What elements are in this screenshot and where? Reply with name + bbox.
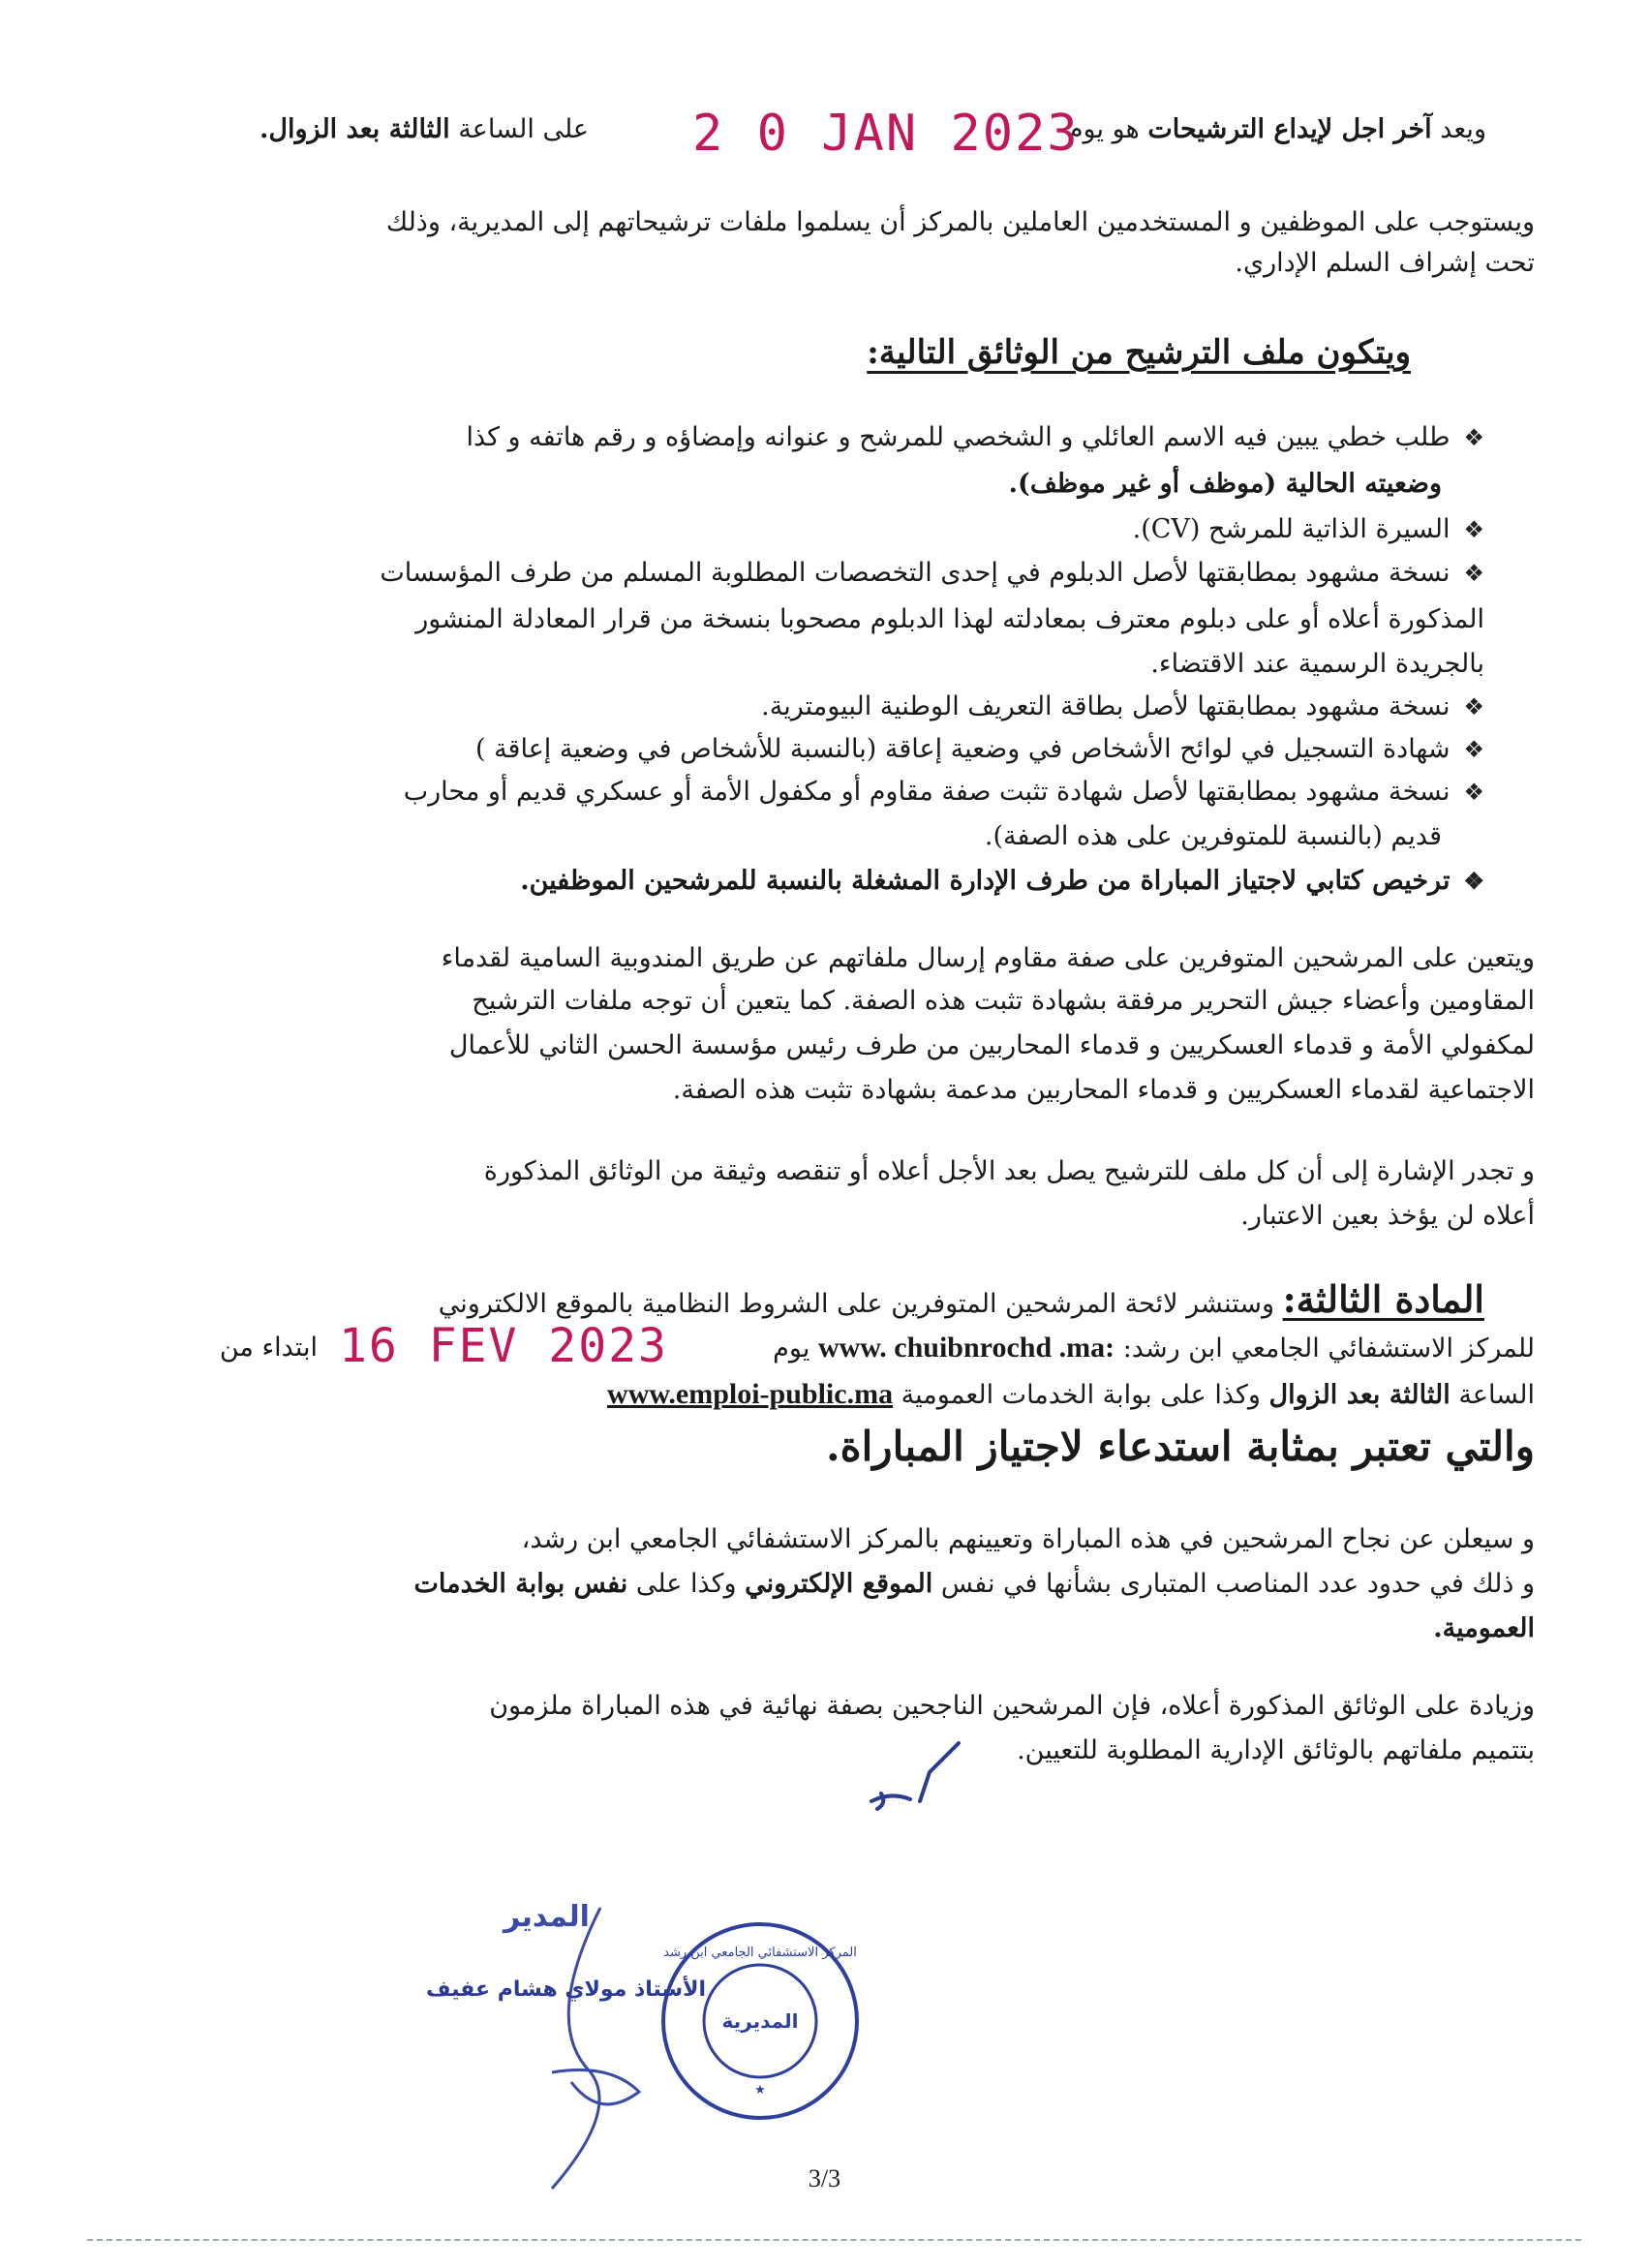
signatory-name: الأستاذ مولاي هشام عفيف: [426, 1977, 707, 2002]
doc-item-7: ❖ترخيص كتابي لاجتياز المباراة من طرف الإدارة المشغلة بالنسبة للمرشحين الموظفين.: [520, 866, 1484, 896]
doc-item-3-cont2: بالجريدة الرسمية عند الاقتضاء.: [1150, 649, 1484, 679]
bullet-icon: ❖: [1463, 560, 1484, 587]
doc-item-3: ❖نسخة مشهود بمطابقتها لأصل الدبلوم في إحدى التخصصات المطلوبة المسلم من طرف المؤسسات: [380, 558, 1484, 588]
stamp-center-text: المديرية: [721, 2009, 799, 2033]
bullet-icon: ❖: [1463, 736, 1484, 763]
initials-mark: [852, 1733, 988, 1830]
para2-line1: ويتعين على المرشحين المتوفرين على صفة مقاوم إرسال ملفاتهم عن طريق المندوبية السامية لقدماء: [441, 943, 1535, 973]
doc-item-4: ❖نسخة مشهود بمطابقتها لأصل بطاقة التعريف الوطنية البيومترية.: [761, 691, 1484, 721]
para3-line1: و تجدر الإشارة إلى أن كل ملف للترشيح يصل بعد الأجل أعلاه أو تنقصه وثيقة من الوثائق المذكورة: [483, 1156, 1535, 1186]
article3-line3: الساعة الثالثة بعد الزوال وكذا على بوابة الخدمات العمومية www.emploi-public.ma: [607, 1378, 1535, 1410]
para4-line1: و سيعلن عن نجاح المرشحين في هذه المباراة وتعيينهم بالمركز الاستشفائي الجامعي ابن رشد،: [521, 1524, 1535, 1554]
para2-line3: لمكفولي الأمة و قدماء العسكريين و قدماء المحاربين من طرف رئيس مؤسسة الحسن الثاني للأعمال: [448, 1030, 1535, 1060]
footer-divider: [87, 2239, 1581, 2241]
deadline-time: الثالثة بعد الزوال.: [259, 114, 450, 144]
para2-line4: الاجتماعية لقدماء العسكريين و قدماء المحاربين مدعمة بشهادة تثبت هذه الصفة.: [672, 1075, 1535, 1105]
para4-line2: و ذلك في حدود عدد المناصب المتبارى بشأنها في نفس الموقع الإلكتروني وكذا على نفس بوابة الخدمات: [413, 1569, 1535, 1599]
para5-line1: وزيادة على الوثائق المذكورة أعلاه، فإن المرشحين الناجحين بصفة نهائية في هذه المباراة ملزمون: [489, 1691, 1535, 1721]
bullet-icon: ❖: [1463, 867, 1484, 895]
article3-line2: للمركز الاستشفائي الجامعي ابن رشد: www. chuibnrochd .ma: يوم: [773, 1332, 1535, 1364]
doc-item-1-cont: وضعيته الحالية (موظف أو غير موظف).: [1008, 469, 1442, 499]
bullet-icon: ❖: [1463, 516, 1484, 543]
docs-heading: ويتكون ملف الترشيح من الوثائق التالية:: [867, 333, 1411, 372]
deadline-day-label: هو يوم: [1066, 114, 1140, 144]
page-number: 3/3: [808, 2164, 841, 2192]
para3-line2: أعلاه لن يؤخذ بعين الاعتبار.: [1240, 1201, 1535, 1231]
doc-item-6: ❖نسخة مشهود بمطابقتها لأصل شهادة تثبت صفة مقاوم أو مكفول الأمة أو عسكري قديم أو محارب: [403, 777, 1484, 807]
doc-item-3-cont1: المذكورة أعلاه أو على دبلوم معترف بمعادلته لهذا الدبلوم مصحوبا بنسخة من قرار المعادلة المنشور: [415, 604, 1484, 634]
svg-text:★: ★: [754, 2083, 766, 2098]
publication-date-stamp: 16 FEV 2023: [339, 1319, 668, 1373]
doc-item-1: ❖طلب خطي يبين فيه الاسم العائلي و الشخصي للمرشح و عنوانه وإمضاؤه و رقم هاتفه و كذا: [466, 422, 1484, 452]
svg-text:المركز الاستشفائي الجامعي ابن: المركز الاستشفائي الجامعي ابن رشد: [663, 1946, 857, 1960]
article3-line4: والتي تعتبر بمثابة استدعاء لاجتياز المباراة.: [826, 1423, 1535, 1470]
emploi-public-link[interactable]: www.emploi-public.ma: [607, 1378, 894, 1410]
para4-line3: العمومية.: [1433, 1613, 1535, 1643]
official-stamp: [658, 1919, 862, 2123]
signatory-title: المدير: [504, 1900, 590, 1934]
article3-title: المادة الثالثة:: [1282, 1277, 1484, 1321]
para1-line2: تحت إشراف السلم الإداري.: [1235, 248, 1535, 278]
bullet-icon: ❖: [1463, 424, 1484, 451]
deadline-label: آخر اجل لإيداع الترشيحات: [1147, 114, 1432, 144]
doc-item-2: ❖السيرة الذاتية للمرشح (CV).: [1132, 514, 1484, 544]
para1-line1: ويستوجب على الموظفين و المستخدمين العاملين بالمركز أن يسلموا ملفات ترشيحاتهم إلى المديرية، وذلك: [385, 207, 1535, 237]
doc-item-5: ❖شهادة التسجيل في لوائح الأشخاص في وضعية إعاقة (بالنسبة للأشخاص في وضعية إعاقة ): [474, 734, 1484, 764]
bullet-icon: ❖: [1463, 779, 1484, 806]
deadline-time-line: [260, 108, 589, 151]
para2-line2: المقاومين وأعضاء جيش التحرير مرفقة بشهادة تثبت هذه الصفة. كما يتعين أن توجه ملفات الترشيح: [472, 986, 1535, 1016]
article3-line1: المادة الثالثة: وستنشر لائحة المرشحين المتوفرين على الشروط النظامية بالموقع الالكتروني: [438, 1277, 1484, 1321]
deadline-date-stamp: 2 0 JAN 2023: [692, 105, 1080, 163]
para5-line2: بتتميم ملفاتهم بالوثائق الإدارية المطلوبة للتعيين.: [1017, 1735, 1535, 1765]
doc-item-6-cont: قديم (بالنسبة للمتوفرين على هذه الصفة).: [984, 821, 1442, 851]
chu-website-link[interactable]: www. chuibnrochd .ma:: [817, 1332, 1115, 1364]
deadline-time-prefix: على الساعة: [458, 114, 589, 144]
deadline-prefix: ويعد: [1440, 114, 1486, 144]
bullet-icon: ❖: [1463, 693, 1484, 720]
article3-line2-end: ابتداء من: [219, 1333, 318, 1363]
deadline-line: [1067, 108, 1486, 151]
